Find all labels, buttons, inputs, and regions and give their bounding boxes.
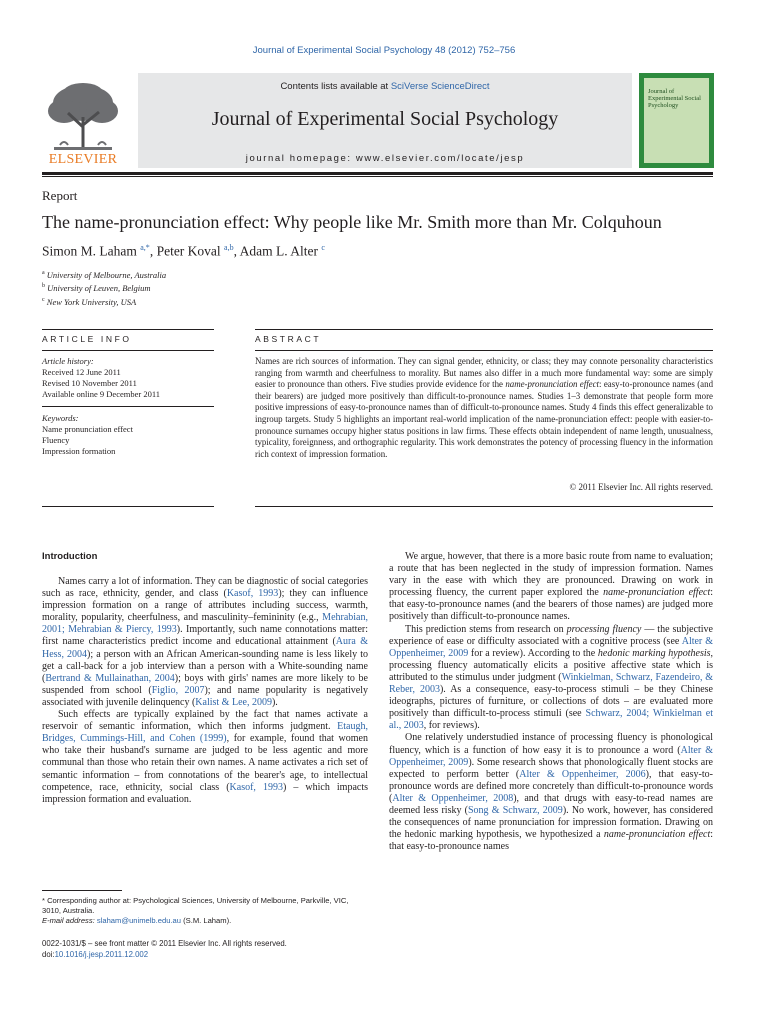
article-info-rule-top <box>42 329 214 330</box>
citation-link[interactable]: Alter & Oppenheimer, 2009 <box>389 635 713 659</box>
article-info-heading: ARTICLE INFO <box>42 334 132 344</box>
citation-link[interactable]: Kasof, 1993 <box>229 781 283 793</box>
paper-title: The name-pronunciation effect: Why people like Mr. Smith more than Mr. Colquhoun <box>42 212 662 232</box>
footnotes <box>42 896 368 926</box>
body-text: : that easy-to-pronounce names <box>389 829 714 853</box>
header-rule-thin <box>42 176 713 177</box>
keywords <box>42 413 214 457</box>
citation-link[interactable]: Kasof, 1993 <box>226 588 279 600</box>
body-text: ), and that drugs with easy-to-read names are deemed less risky ( <box>389 792 713 816</box>
history-label: Article history: <box>42 356 94 366</box>
body-text: ). <box>271 696 278 708</box>
citation-link[interactable]: Etaugh, Bridges, Cummings-Hill, and Cohen (1999) <box>42 721 368 745</box>
affiliation-item: $^b$ University of Leuven, Belgium <box>42 283 151 294</box>
body-text: ); a person with an African American-sounding name is less likely to get a call-back for a job interview than a person with a White-sounding name ( <box>42 648 368 684</box>
body-text: ). As a consequence, easy-to-process stimuli – be they Chinese ideographs, pictures of furniture, or collections of dots – are evaluated more positively than difficult-to-process stimuli (see <box>389 684 713 720</box>
bottom-info <box>42 938 368 960</box>
paragraph <box>389 551 713 624</box>
author-affiliation-mark[interactable]: a,* <box>140 243 150 252</box>
abstract-copyright: © 2011 Elsevier Inc. All rights reserved. <box>569 482 713 492</box>
body-text: ). Some research shows that phonologically fluent stocks are expected to perform better ( <box>389 756 713 780</box>
body-text: ); they can influence impression formation on a range of attributes including success, warmth, morality, popularity, cheerfulness, and masculinity–femininity (e.g., <box>42 588 368 624</box>
body-text: , for reviews). <box>423 720 480 732</box>
citation-link[interactable]: Alter & Oppenheimer, 2006 <box>519 768 646 780</box>
contents-line <box>138 81 632 92</box>
citation-link[interactable]: Schwarz, 2004; Winkielman et al., 2003 <box>389 708 713 732</box>
citation-link[interactable]: Winkielman, Schwarz, Fazendeiro, & Reber, 2003 <box>389 671 713 696</box>
affiliations <box>42 268 166 308</box>
body-text: ), that easy-to-pronounce words are defined more concretely than difficult-to-pronounce words ( <box>389 768 713 804</box>
body-text: ); and name popularity is negatively associated with juvenile delinquency ( <box>42 684 368 708</box>
header-rule-thick <box>42 172 713 175</box>
emphasis-text: name-pronunciation effect <box>603 829 711 841</box>
body-text: Names carry a lot of information. They can be diagnostic of social categories such as race, ethnicity, gender, and class ( <box>42 576 368 600</box>
cover-panel <box>644 78 709 163</box>
body-text: ) – which impacts impression formation and evaluation. <box>42 781 368 805</box>
body-text: We argue, however, that there is a more basic route from name to evaluation; a route that has been neglected in the study of impression formation. Names vary in the ease with which they are pronounced. Drawing on work in processing fluency, the current paper explored the <box>389 551 713 599</box>
abstract-body: Names are rich sources of information. They can signal gender, ethnicity, or class; they may connote personality characteristics ranging from warmth and cheerfulness to morality. But names also differ in a much more fundamental way: some are simply easier to pronounce than others. Five studies provide evidence for the name-pronunciation effect: easy-to-pronounce names (and their bearers) are judged more positively than difficult-to-pronounce names. Studies 1–3 demonstrate that people form more positive impressions of easy-to-pronounce names than of difficult-to-pronounce names. Study 4 finds this effect generalizable to ingroup targets. Study 5 highlights an important real-world implication of the name-pronunciation effect: people with easier-to-pronounce surnames occupy higher status positions in law firms. These effects obtain independent of name length, unusualness, typicality, foreignness, and orthographic regularity. This work demonstrates the potency of processing fluency in the information rich context of impression formation. <box>255 356 714 459</box>
citation-link[interactable]: Bertrand & Mullainathan, 2004 <box>45 672 175 684</box>
emphasis-text: processing fluency <box>566 623 642 635</box>
keywords-rule <box>42 406 214 407</box>
article-history <box>42 356 214 400</box>
body-column-left <box>42 576 368 806</box>
section-heading-introduction: Introduction <box>42 551 98 562</box>
author-name: Adam L. Alter <box>239 243 318 259</box>
author-name: Simon M. Laham <box>42 243 137 259</box>
footnote-rule <box>42 890 122 891</box>
doi-line: doi:10.1016/j.jesp.2011.12.002 <box>42 950 149 959</box>
author-name: Peter Koval <box>156 243 221 259</box>
abstract-heading: ABSTRACT <box>255 334 322 344</box>
abstract-rule <box>255 350 713 351</box>
citation-link[interactable]: Alter & Oppenheimer, 2009 <box>389 744 714 768</box>
citation-link[interactable]: Figlio, 2007 <box>151 684 205 696</box>
issn-line: 0022-1031/$ – see front matter © 2011 Elsevier Inc. All rights reserved. <box>42 939 287 948</box>
author-list: Simon M. Laham $^{a,*}$, Peter Koval $^{a,b}$, Adam L. Alter $^c$ <box>42 243 325 259</box>
author-affiliation-mark[interactable]: a,b <box>224 243 234 252</box>
emphasis-text: hedonic marking hypothesis <box>597 647 711 659</box>
keywords-label: Keywords: <box>42 413 79 423</box>
paragraph <box>42 709 368 806</box>
article-type: Report <box>42 188 78 203</box>
history-item: Revised 10 November 2011 <box>42 378 137 388</box>
citation-link[interactable]: Aura & Hess, 2004 <box>42 636 368 660</box>
email-link[interactable]: slaham@unimelb.edu.au <box>96 916 181 925</box>
history-item: Available online 9 December 2011 <box>42 389 161 399</box>
body-text: : that easy-to-pronounce names (and the bearers of those names) are judged more positively than difficult-to-pronounce names. <box>389 587 714 623</box>
article-info-rule-bottom <box>42 506 214 507</box>
email-note: E-mail address: slaham@unimelb.edu.au (S.M. Laham). <box>42 916 232 925</box>
journal-title: Journal of Experimental Social Psychology <box>211 108 559 130</box>
corresponding-author-note: * Corresponding author at: Psychological Sciences, University of Melbourne, Parkville, VIC, 3010, Australia. <box>42 896 349 915</box>
emphasis-text: name-pronunciation effect <box>603 587 711 599</box>
citation-link[interactable]: Mehrabian, 2001; Mehrabian & Piercy, 1993 <box>42 612 368 636</box>
citation-link[interactable]: Kalist & Lee, 2009 <box>195 696 272 708</box>
keyword-item: Fluency <box>42 435 70 445</box>
body-column-right <box>389 551 713 853</box>
sciencedirect-link[interactable]: SciVerse ScienceDirect <box>390 81 490 92</box>
body-text: ); boys with girls' names are more likely to be suspended from school ( <box>42 672 368 696</box>
paragraph <box>389 624 713 733</box>
body-text: One relatively understudied instance of processing fluency is phonological fluency, which is a function of how easy it is to pronounce a word ( <box>389 732 713 756</box>
paragraph <box>389 732 713 853</box>
body-text: , processing fluency automatically elicits a positive affective state which is attributed to the stimulus under judgment ( <box>389 647 714 683</box>
body-text: , for example, found that women who take their husband's surname are judged to be less agentic and more communal than those who retain their own names. A name activates a rich set of semantic information – from connotations of the bearer's age, to intellectual competence, race, ethnicity, social class ( <box>42 733 368 793</box>
keyword-item: Name pronunciation effect <box>42 424 133 434</box>
contents-prefix: Contents lists available at <box>280 81 391 92</box>
elsevier-wordmark: ELSEVIER <box>48 152 118 167</box>
paragraph <box>42 576 368 709</box>
journal-homepage[interactable]: journal homepage: www.elsevier.com/locate/jesp <box>245 153 525 164</box>
affiliation-item: $^a$ University of Melbourne, Australia <box>42 269 167 280</box>
body-text: ). Importantly, such name connotations matter: first name characteristics predict income and educational attainment ( <box>42 624 368 648</box>
author-affiliation-mark[interactable]: c <box>321 243 325 252</box>
history-item: Received 12 June 2011 <box>42 367 121 377</box>
doi-link[interactable]: 10.1016/j.jesp.2011.12.002 <box>54 950 149 959</box>
body-text: for a review). According to the <box>468 647 598 659</box>
abstract-rule-top <box>255 329 713 330</box>
body-text: –– the subjective experience of ease or difficulty associated with a cognitive process (see <box>389 623 713 647</box>
body-text: This prediction stems from research on <box>405 623 567 635</box>
keyword-item: Impression formation <box>42 446 116 456</box>
citation-link[interactable]: Song & Schwarz, 2009 <box>467 804 563 816</box>
affiliation-item: $^c$ New York University, USA <box>42 296 137 307</box>
body-text: Such effects are typically explained by the fact that names activate a reservoir of semantic information, which then informs judgment. <box>42 709 368 733</box>
body-text: ). No work, however, has considered the consequences of name pronunciation for impression formation. Drawing on the hedonic marking hypothesis, we hypothesized a <box>389 804 713 841</box>
journal-reference[interactable]: Journal of Experimental Social Psychology 48 (2012) 752–756 <box>252 45 516 56</box>
abstract-rule-bottom <box>255 506 713 507</box>
citation-link[interactable]: Alter & Oppenheimer, 2008 <box>392 792 514 804</box>
article-info-rule <box>42 350 214 351</box>
cover-title: Journal of Experimental Social Psychology <box>648 88 701 109</box>
journal-cover-thumbnail[interactable] <box>639 73 714 168</box>
